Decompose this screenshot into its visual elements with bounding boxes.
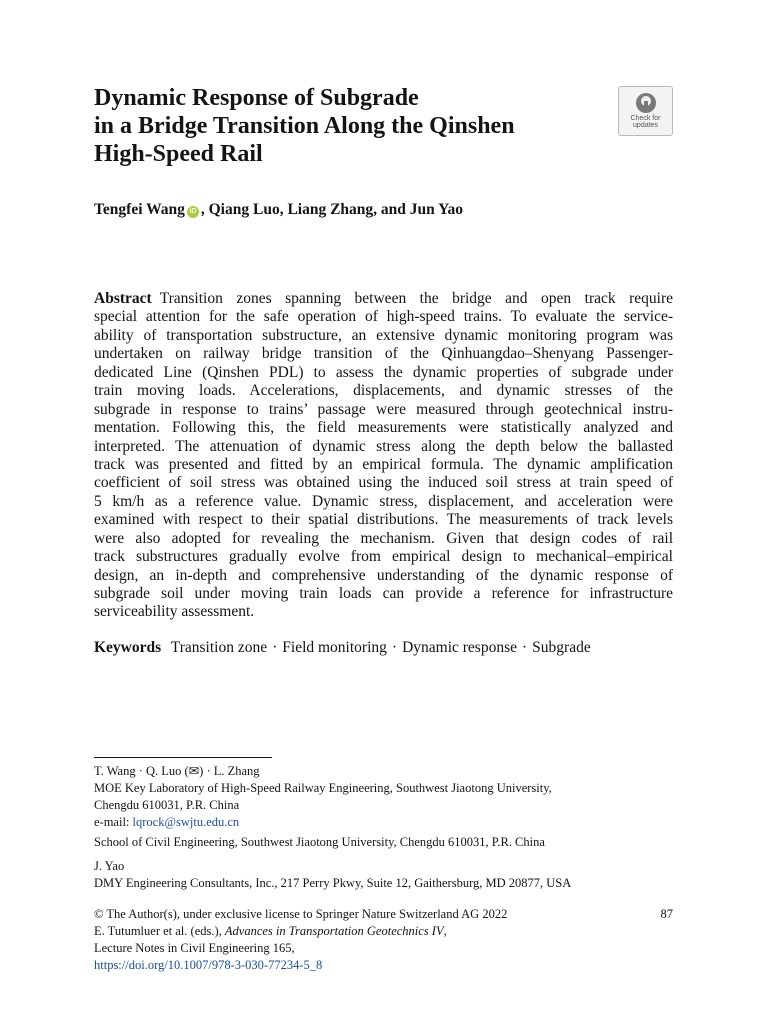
footnote-divider — [94, 757, 272, 758]
affiliation-authors: J. Yao — [94, 859, 125, 873]
affiliation-text: School of Civil Engineering, Southwest Jiaotong University, Chengdu 610031, P.R. China — [94, 835, 545, 849]
orcid-icon[interactable]: iD — [187, 206, 199, 218]
abstract-line: subgrade in response to trains’ passage were measured through geotechnical instru- — [94, 400, 673, 418]
affiliation-authors: T. Wang · Q. Luo (✉) · L. Zhang — [94, 764, 260, 778]
email-link[interactable]: lqrock@swjtu.edu.cn — [132, 815, 240, 829]
editors: E. Tutumluer et al. (eds.), — [94, 924, 225, 938]
abstract-line: serviceability assessment. — [94, 603, 255, 621]
abstract-line: special attention for the safe operation of high-speed trains. To evaluate the service- — [94, 308, 673, 326]
affiliation-block-2 — [94, 834, 684, 851]
abstract-line: were also adopted for revealing the mechanism. Given that design codes of rail — [94, 529, 673, 547]
title-line: High-Speed Rail — [94, 141, 263, 167]
keyword: Dynamic response — [402, 639, 517, 656]
keyword: Transition zone — [170, 639, 268, 656]
author-names-rest: , Qiang Luo, Liang Zhang, and Jun Yao — [200, 201, 464, 218]
keyword: Subgrade — [532, 639, 591, 656]
check-for-updates-badge[interactable] — [618, 86, 673, 136]
abstract-line: interpreted. The attenuation of dynamic stress along the depth below the ballasted — [94, 437, 673, 455]
crossmark-icon — [635, 92, 657, 114]
keyword-separator: · — [522, 639, 528, 656]
page-number: 87 — [660, 907, 673, 921]
abstract-line: train moving loads. Accelerations, displacements, and dynamic stresses of the — [94, 382, 673, 400]
affiliation-block-1 — [94, 763, 684, 831]
abstract-line: dedicated Line (Qinshen PDL) to assess the dynamic properties of subgrade under — [94, 363, 673, 381]
affiliation-text: DMY Engineering Consultants, Inc., 217 Perry Pkwy, Suite 12, Gaithersburg, MD 20877, USA — [94, 876, 572, 890]
check-for-updates-label: updates — [633, 122, 658, 129]
abstract-line: coefficient of soil stress was obtained using the induced soil stress at train speed of — [94, 474, 673, 492]
abstract-label: Abstract — [94, 290, 152, 307]
check-for-updates-label: Check for — [630, 115, 661, 122]
abstract-line: track substructures gradually evolve from empirical design to mechanical–empirical — [94, 548, 673, 566]
abstract-line: track was presented and fitted by an empirical formula. The dynamic amplification — [94, 455, 673, 473]
doi-line — [94, 957, 684, 974]
doi-link[interactable]: https://doi.org/10.1007/978-3-030-77234-5_8 — [94, 958, 323, 972]
affiliation-block-3 — [94, 858, 684, 892]
affiliation-text: MOE Key Laboratory of High-Speed Railway Engineering, Southwest Jiaotong University, — [94, 781, 552, 795]
citation-punct: , — [443, 924, 447, 938]
keyword-separator: · — [391, 639, 398, 656]
paper-title — [94, 84, 604, 168]
author-name: Tengfei Wang — [94, 201, 185, 218]
title-line: in a Bridge Transition Along the Qinshen — [94, 113, 515, 139]
copyright-block — [94, 906, 684, 974]
abstract-text: Transition zones spanning between the bridge and open track require — [159, 290, 673, 307]
affiliation-text: Chengdu 610031, P.R. China — [94, 798, 240, 812]
abstract — [94, 290, 673, 622]
title-line: Dynamic Response of Subgrade — [94, 85, 419, 111]
keywords — [94, 638, 591, 658]
abstract-line: ability of transportation substructure, an extensive dynamic monitoring program was — [94, 326, 673, 344]
abstract-line: design, an in-depth and comprehensive understanding of the dynamic response of — [94, 566, 673, 584]
abstract-line: undertaken on railway bridge transition of the Qinhuangdao–Shenyang Passenger- — [94, 345, 673, 363]
keyword-separator: · — [272, 639, 278, 656]
book-title: Advances in Transportation Geotechnics IV — [224, 924, 444, 938]
abstract-line — [94, 290, 673, 308]
keyword: Field monitoring — [282, 639, 387, 656]
abstract-line: mentation. Following this, the field measurements were statistically analyzed and — [94, 419, 673, 437]
abstract-line: examined with respect to their spatial distributions. The measurements of track levels — [94, 511, 673, 529]
copyright-line: © The Author(s), under exclusive license to Springer Nature Switzerland AG 2022 — [94, 907, 508, 921]
email-line — [94, 814, 684, 831]
abstract-line: subgrade soil under moving train loads can provide a reference for infrastructure — [94, 585, 673, 602]
author-list — [94, 200, 463, 220]
abstract-line: 5 km/h as a reference value. Dynamic stress, displacement, and acceleration were — [94, 492, 673, 510]
keywords-label: Keywords — [94, 639, 162, 656]
book-citation — [94, 923, 684, 940]
email-label: e-mail: — [94, 815, 133, 829]
series-line: Lecture Notes in Civil Engineering 165, — [94, 941, 295, 955]
